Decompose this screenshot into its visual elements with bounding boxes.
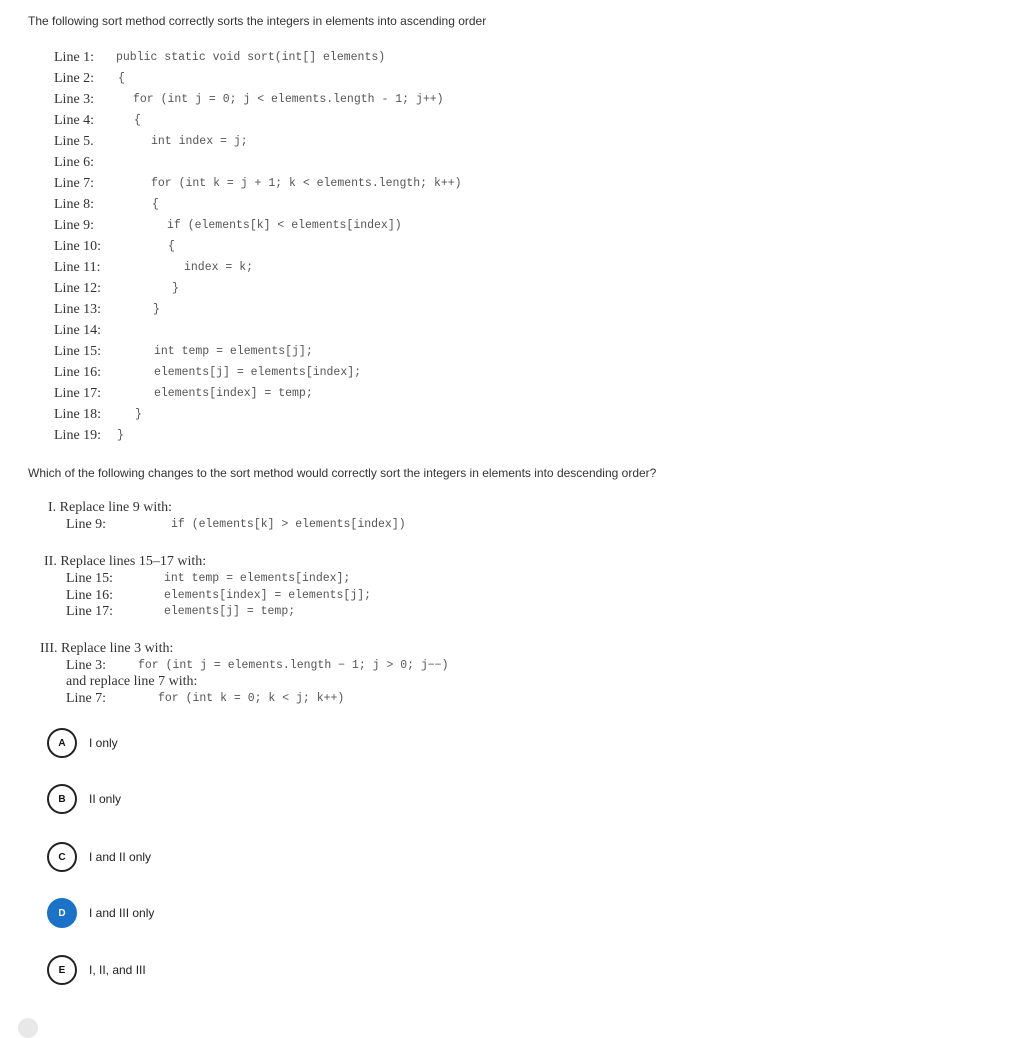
choice-bubble-b[interactable]: B: [47, 784, 77, 814]
line-label: Line 18:: [54, 407, 102, 422]
option-ii-heading: II. Replace lines 15–17 with:: [44, 554, 207, 569]
line-label: Line 1:: [54, 50, 95, 65]
corner-decoration: [18, 1018, 38, 1038]
code-line: [0, 218, 700, 238]
code-text: }: [135, 408, 142, 421]
option-i-line-label: Line 9:: [66, 517, 107, 532]
code-text: }: [117, 429, 124, 442]
code-line: [0, 428, 700, 448]
line-label: Line 17:: [54, 386, 102, 401]
choice-label: I, II, and III: [89, 963, 146, 977]
option-ii-code: elements[index] = elements[j];: [164, 589, 372, 602]
code-line: [0, 239, 700, 259]
code-text: int index = j;: [151, 135, 248, 148]
code-line: [0, 281, 700, 301]
code-line: [0, 134, 700, 154]
code-line: [0, 155, 700, 175]
code-line: [0, 323, 700, 343]
choice-bubble-d-selected[interactable]: D: [47, 898, 77, 928]
code-line: [0, 176, 700, 196]
code-line: [0, 302, 700, 322]
line-label: Line 2:: [54, 71, 95, 86]
code-text: int temp = elements[j];: [154, 345, 313, 358]
code-text: for (int j = 0; j < elements.length - 1; j++): [133, 93, 444, 106]
line-label: Line 16:: [54, 365, 102, 380]
code-text: for (int k = j + 1; k < elements.length; k++): [151, 177, 462, 190]
line-label: Line 8:: [54, 197, 95, 212]
option-i-heading: I. Replace line 9 with:: [48, 500, 173, 515]
code-line: [0, 260, 700, 280]
option-iii-line7-code: for (int k = 0; k < j; k++): [158, 692, 345, 705]
line-label: Line 13:: [54, 302, 102, 317]
answer-choice-b[interactable]: [47, 784, 347, 818]
code-line: [0, 386, 700, 406]
line-label: Line 3:: [54, 92, 95, 107]
choice-label: I and III only: [89, 906, 155, 920]
choice-bubble-e[interactable]: E: [47, 955, 77, 985]
code-text: {: [118, 72, 125, 85]
option-ii-line-label: Line 17:: [66, 604, 114, 619]
question-text: Which of the following changes to the sort method would correctly sort the integers in elements into descending order?: [28, 466, 657, 480]
code-line: [0, 92, 700, 112]
line-label: Line 15:: [54, 344, 102, 359]
code-line: [0, 71, 700, 91]
code-text: elements[index] = temp;: [154, 387, 313, 400]
code-text: elements[j] = elements[index];: [154, 366, 362, 379]
option-iii-line3-code: for (int j = elements.length − 1; j > 0; j−−): [138, 659, 449, 672]
code-text: index = k;: [184, 261, 254, 274]
option-iii-heading: III. Replace line 3 with:: [40, 641, 174, 656]
choice-bubble-a[interactable]: A: [47, 728, 77, 758]
line-label: Line 5.: [54, 134, 94, 149]
code-line: [0, 197, 700, 217]
code-text: }: [172, 282, 179, 295]
line-label: Line 4:: [54, 113, 95, 128]
option-ii-code: elements[j] = temp;: [164, 605, 296, 618]
code-line: [0, 344, 700, 364]
code-text: if (elements[k] < elements[index]): [167, 219, 402, 232]
code-text: }: [153, 303, 160, 316]
code-text: public static void sort(int[] elements): [116, 51, 386, 64]
answer-choice-d[interactable]: [47, 898, 347, 932]
line-label: Line 10:: [54, 239, 102, 254]
line-label: Line 9:: [54, 218, 95, 233]
code-text: {: [134, 114, 141, 127]
answer-choice-e[interactable]: [47, 955, 347, 989]
line-label: Line 6:: [54, 155, 95, 170]
line-label: Line 12:: [54, 281, 102, 296]
intro-text: The following sort method correctly sorts the integers in elements into ascending order: [28, 14, 487, 28]
line-label: Line 11:: [54, 260, 101, 275]
code-line: [0, 365, 700, 385]
code-line: [0, 407, 700, 427]
choice-label: I only: [89, 736, 118, 750]
option-iii-line3-label: Line 3:: [66, 658, 107, 673]
line-label: Line 14:: [54, 323, 102, 338]
line-label: Line 19:: [54, 428, 102, 443]
option-iii-and-replace: and replace line 7 with:: [66, 674, 198, 689]
option-ii-code: int temp = elements[index];: [164, 572, 351, 585]
option-i-code: if (elements[k] > elements[index]): [171, 518, 406, 531]
code-line: [0, 113, 700, 133]
option-ii-line-label: Line 16:: [66, 588, 114, 603]
choice-bubble-c[interactable]: C: [47, 842, 77, 872]
line-label: Line 7:: [54, 176, 95, 191]
choice-label: II only: [89, 792, 122, 806]
code-text: {: [152, 198, 159, 211]
choice-label: I and II only: [89, 850, 152, 864]
option-ii-line-label: Line 15:: [66, 571, 114, 586]
code-text: {: [168, 240, 175, 253]
code-line: [0, 50, 700, 70]
answer-choice-a[interactable]: [47, 728, 347, 762]
option-iii-line7-label: Line 7:: [66, 691, 107, 706]
answer-choice-c[interactable]: [47, 842, 347, 876]
